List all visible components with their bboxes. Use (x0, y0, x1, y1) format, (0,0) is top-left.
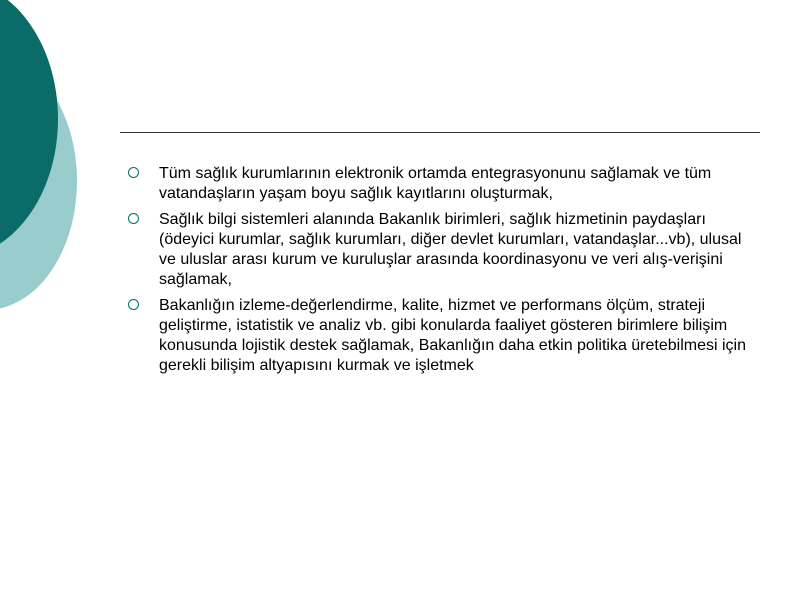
bullet-text: Sağlık bilgi sistemleri alanında Bakanlık birimleri, sağlık hizmetinin paydaşları (ödeyici kurumlar, sağlık kurumları, diğer devlet kurumları, vatandaşlar...vb), ulusal ve uluslar arası kurum ve kuruluşlar arasında koordinasyonu ve veri alış-verişini sağlamak, (159, 211, 742, 288)
hollow-circle-bullet-icon (128, 299, 139, 310)
bullet-list (128, 164, 760, 382)
bullet-text: Bakanlığın izleme-değerlendirme, kalite, hizmet ve performans ölçüm, strateji geliştirme, istatistik ve analiz vb. gibi konularda faaliyet gösteren birimlere bilişim konusunda lojistik destek sağlamak, Bakanlığın daha etkin politika üretebilmesi için gerekli bilişim altyapısını kurmak ve işletmek (159, 297, 746, 374)
hollow-circle-bullet-icon (128, 167, 139, 178)
bullet-item (128, 210, 760, 290)
bullet-item (128, 164, 760, 204)
bullet-item (128, 296, 760, 376)
title-divider (120, 132, 760, 133)
bullet-text: Tüm sağlık kurumlarının elektronik ortamda entegrasyonunu sağlamak ve tüm vatandaşların yaşam boyu sağlık kayıtlarını oluşturmak, (159, 165, 712, 202)
hollow-circle-bullet-icon (128, 213, 139, 224)
